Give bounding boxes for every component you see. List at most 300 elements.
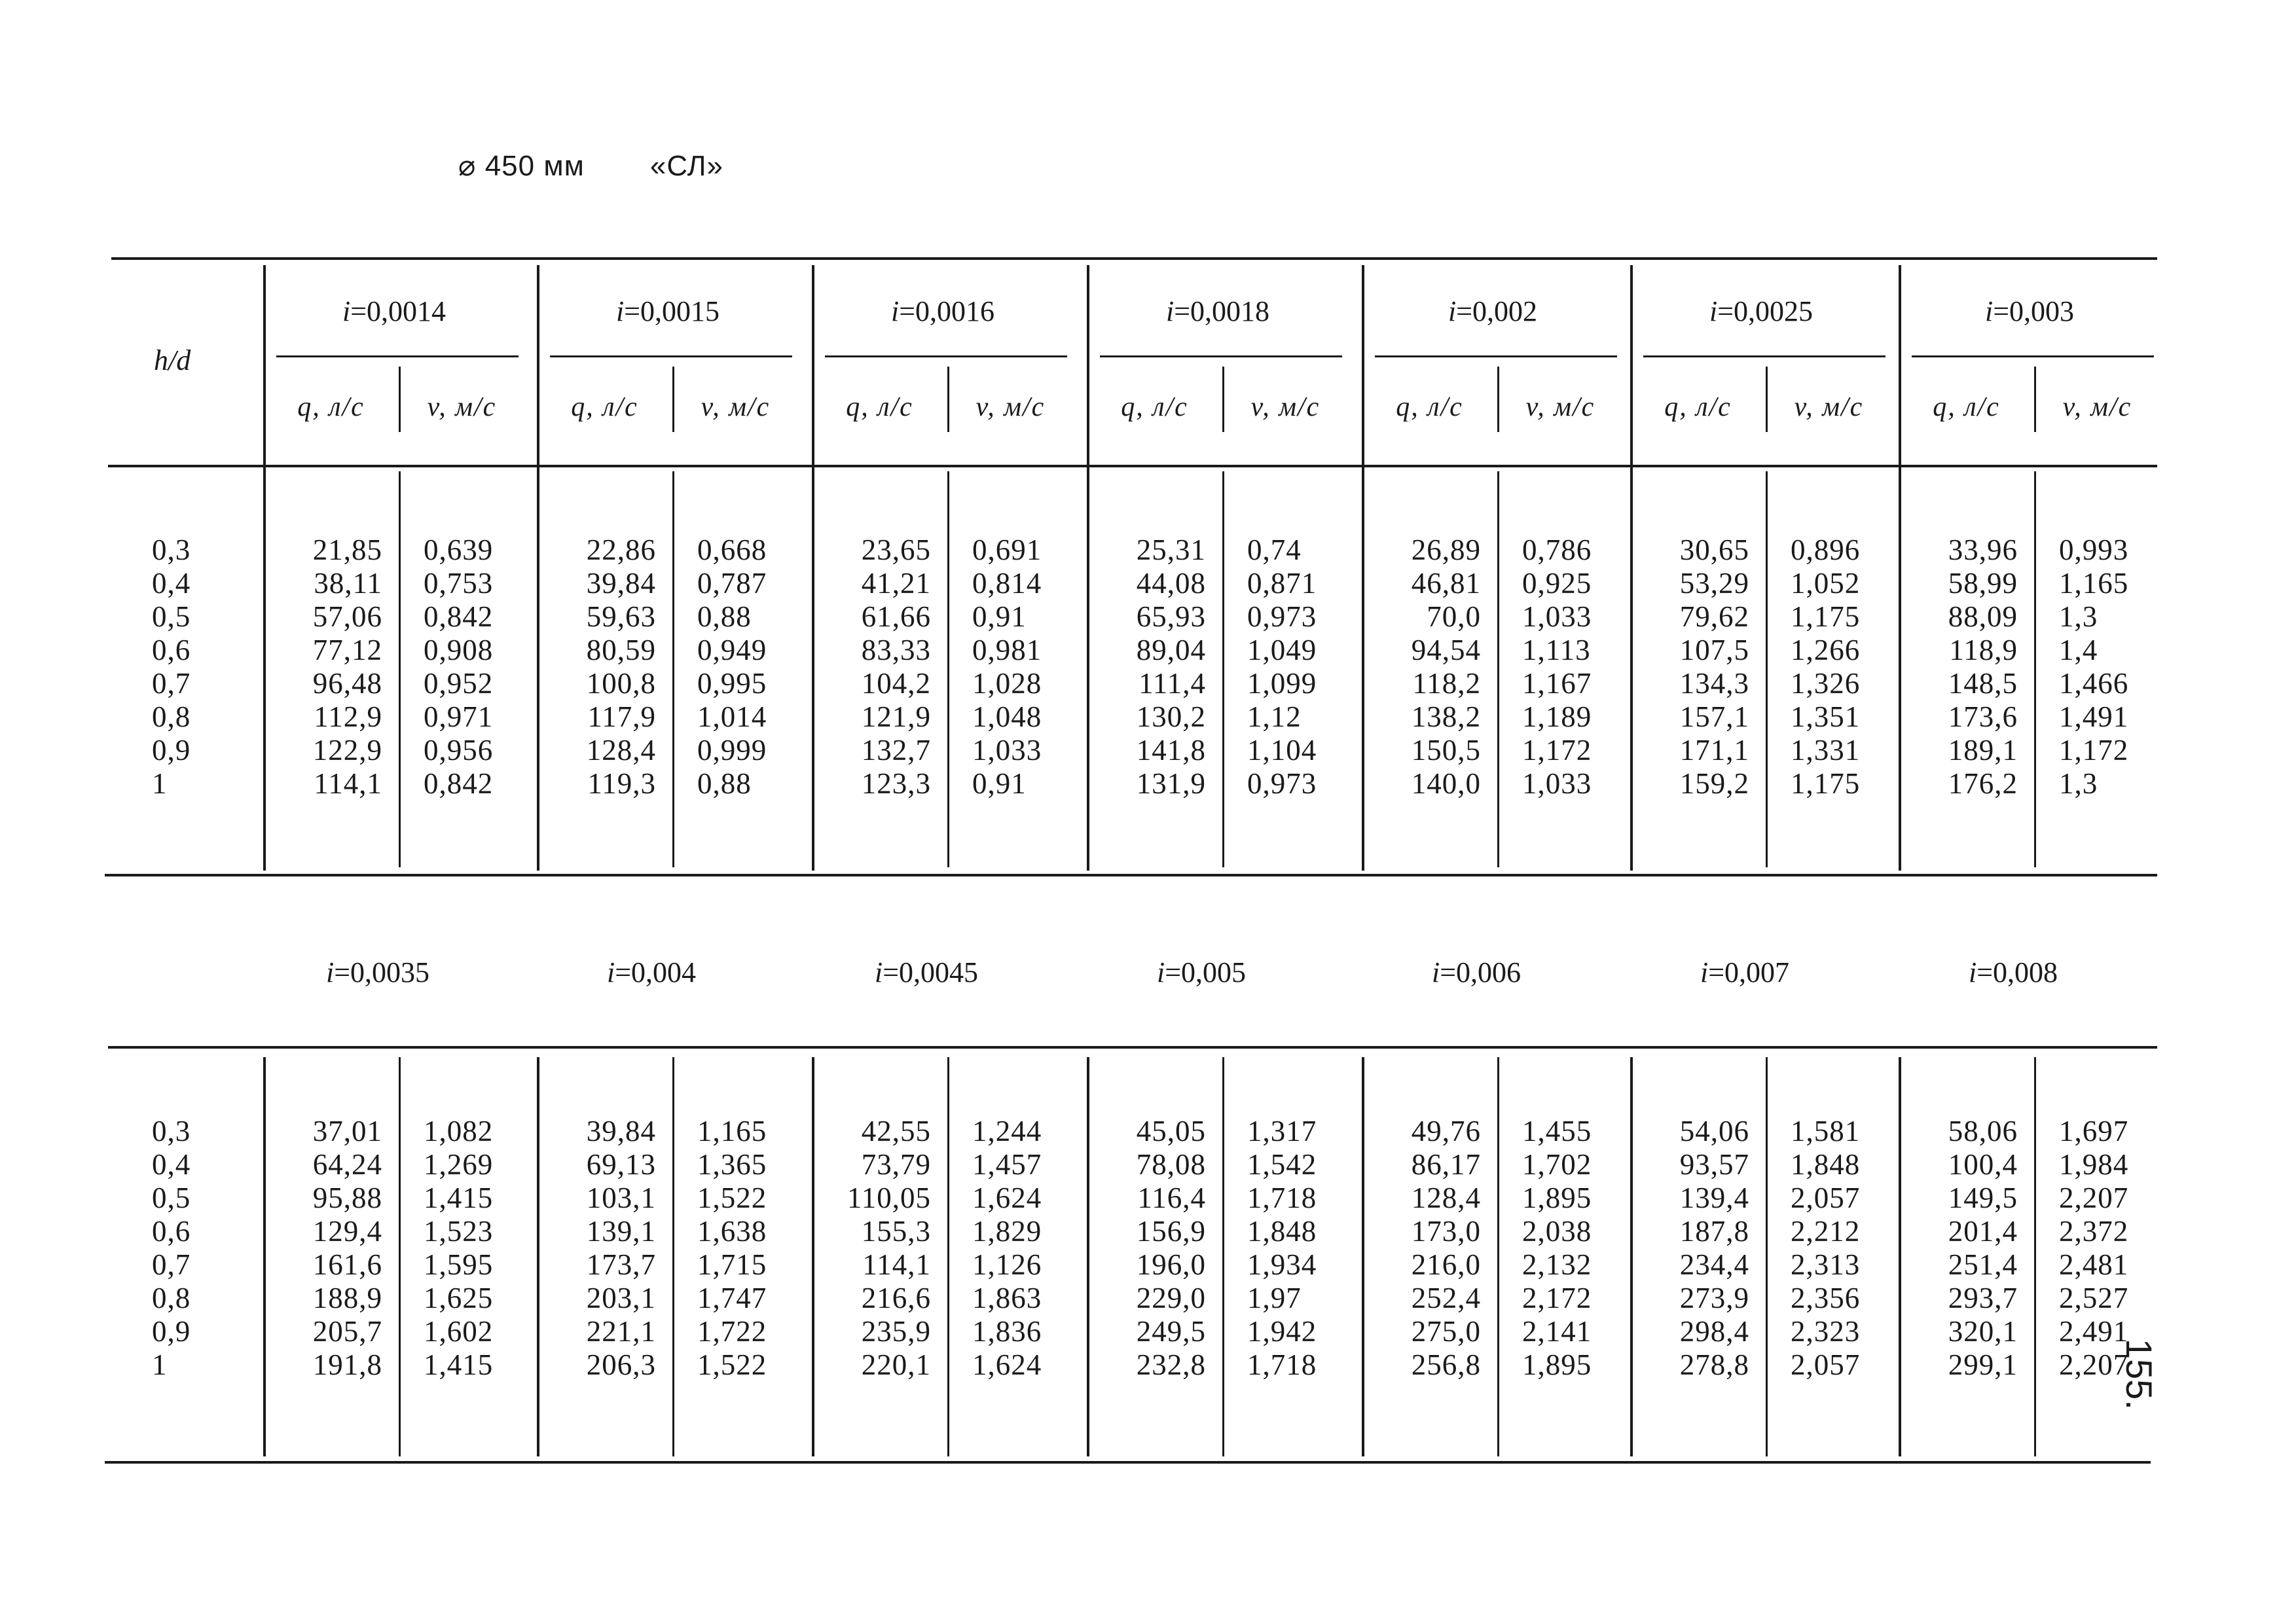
hd-value-cell: 0,4 — [152, 567, 191, 600]
v-value-cell: 2,491 — [2059, 1315, 2129, 1348]
table2-top-rule — [108, 1046, 2157, 1049]
q-value-cell: 111,4 — [1139, 667, 1206, 700]
q-value-cell: 196,0 — [1136, 1248, 1206, 1281]
q-column-header: q, л/с — [571, 392, 638, 422]
v-value-cell: 1,455 — [1522, 1115, 1592, 1147]
slope-header — [1342, 956, 1611, 989]
q-value-cell: 234,4 — [1679, 1248, 1749, 1281]
q-value-cell: 293,7 — [1948, 1282, 2018, 1314]
q-value-cell: 107,5 — [1679, 634, 1749, 666]
v-value-cell: 1,048 — [972, 700, 1042, 733]
slope-symbol: i — [615, 295, 625, 327]
slope-symbol: i — [1709, 295, 1718, 327]
slope-equals: = — [899, 295, 916, 327]
hd-value-cell: 0,3 — [152, 1115, 191, 1147]
slope-equals: = — [1174, 295, 1191, 327]
q-value-cell: 273,9 — [1679, 1282, 1749, 1314]
v-value-cell: 1,624 — [972, 1182, 1042, 1214]
q-value-cell: 77,12 — [312, 634, 382, 666]
slope-equals: = — [883, 956, 900, 988]
v-value-cell: 1,895 — [1522, 1182, 1592, 1214]
v-value-cell: 0,896 — [1791, 533, 1861, 566]
slope-value: 0,0045 — [899, 956, 979, 988]
v-value-cell: 1,522 — [697, 1348, 767, 1381]
diameter-label: ⌀ 450 мм — [458, 150, 585, 182]
slope-value: 0,0014 — [367, 295, 446, 327]
v-value-cell: 0,842 — [424, 600, 494, 633]
q-value-cell: 30,65 — [1679, 533, 1749, 566]
v-value-cell: 1,718 — [1247, 1182, 1317, 1214]
q-value-cell: 70,0 — [1427, 600, 1481, 633]
slope-equals: = — [334, 956, 351, 988]
q-value-cell: 58,99 — [1948, 567, 2018, 600]
v-value-cell: 1,104 — [1247, 734, 1317, 767]
v-value-cell: 1,266 — [1791, 634, 1861, 666]
table2-group-divider — [1087, 1057, 1089, 1456]
v-value-cell: 1,942 — [1247, 1315, 1317, 1348]
q-value-cell: 320,1 — [1948, 1315, 2018, 1348]
q-value-cell: 110,05 — [847, 1182, 931, 1214]
hd-value-cell: 1 — [152, 767, 168, 800]
v-value-cell: 0,973 — [1247, 600, 1317, 633]
slope-equals: = — [1717, 295, 1734, 327]
v-value-cell: 1,244 — [972, 1115, 1042, 1147]
q-value-cell: 173,0 — [1411, 1215, 1481, 1248]
q-value-cell: 157,1 — [1679, 700, 1749, 733]
v-value-cell: 1,165 — [697, 1115, 767, 1147]
v-value-cell: 0,949 — [697, 634, 767, 666]
q-column-header: q, л/с — [846, 392, 913, 422]
v-value-cell: 0,787 — [697, 567, 767, 600]
slope-value: 0,007 — [1724, 956, 1790, 988]
q-value-cell: 249,5 — [1136, 1315, 1206, 1348]
v-value-cell: 1,984 — [2059, 1148, 2129, 1181]
q-value-cell: 141,8 — [1136, 734, 1206, 767]
q-value-cell: 79,62 — [1679, 600, 1749, 633]
q-value-cell: 256,8 — [1411, 1348, 1481, 1381]
slope-header — [1611, 956, 1879, 989]
v-value-cell: 0,925 — [1522, 567, 1592, 600]
slope-value: 0,0016 — [915, 295, 995, 327]
v-value-cell: 0,753 — [424, 567, 494, 600]
v-value-cell: 1,466 — [2059, 667, 2129, 700]
v-value-cell: 1,722 — [697, 1315, 767, 1348]
slope-equals: = — [1456, 295, 1473, 327]
slope-header — [1879, 956, 2147, 989]
v-value-cell: 0,908 — [424, 634, 494, 666]
q-value-cell: 130,2 — [1136, 700, 1206, 733]
q-value-cell: 83,33 — [861, 634, 931, 666]
q-value-cell: 100,4 — [1948, 1148, 2018, 1181]
q-value-cell: 39,84 — [586, 567, 656, 600]
q-column-header: q, л/с — [1121, 392, 1188, 422]
v-value — [1247, 1115, 1358, 1382]
v-value-cell: 1,848 — [1791, 1148, 1861, 1181]
q-value-cell: 232,8 — [1136, 1348, 1206, 1381]
v-value-cell: 1,829 — [972, 1215, 1042, 1248]
q-value-cell: 221,1 — [586, 1315, 656, 1348]
slope-value: 0,0035 — [350, 956, 430, 988]
v-value-cell: 1,052 — [1791, 567, 1861, 600]
hd-value-cell: 0,5 — [152, 600, 191, 633]
q-value-cell: 161,6 — [312, 1248, 382, 1281]
v-value-cell: 1,172 — [2059, 734, 2129, 767]
hd-value-cell: 0,9 — [152, 734, 191, 767]
v-value-cell: 1,175 — [1791, 767, 1861, 800]
slope-value: 0,002 — [1472, 295, 1538, 327]
table2-qv-divider — [1222, 1057, 1224, 1456]
q-value-cell: 95,88 — [312, 1182, 382, 1214]
q-value-cell: 54,06 — [1679, 1115, 1749, 1147]
q-value-cell: 188,9 — [312, 1282, 382, 1314]
v-value-cell: 1,165 — [2059, 567, 2129, 600]
table2-qv-divider — [1497, 1057, 1499, 1456]
v-value-cell: 1,625 — [424, 1282, 494, 1314]
q-value-cell: 61,66 — [861, 600, 931, 633]
q-value-cell: 112,9 — [314, 700, 382, 733]
v-value — [972, 1115, 1084, 1382]
q-value-cell: 299,1 — [1948, 1348, 2018, 1381]
table2-qv-divider — [947, 1057, 949, 1456]
slope-value: 0,003 — [2009, 295, 2075, 327]
slope-equals: = — [1708, 956, 1725, 988]
v-value-cell: 0,952 — [424, 667, 494, 700]
q-value-cell: 59,63 — [586, 600, 656, 633]
v-value-cell: 2,481 — [2059, 1248, 2129, 1281]
q-value-cell: 69,13 — [586, 1148, 656, 1181]
slope-equals: = — [350, 295, 367, 327]
v-value-cell: 1,415 — [424, 1182, 494, 1214]
v-column-header: v, м/с — [2062, 392, 2132, 422]
hd-value-cell: 0,3 — [152, 533, 191, 566]
q-value-cell: 118,9 — [1949, 634, 2018, 666]
v-value-cell: 2,323 — [1791, 1315, 1861, 1348]
q-value-cell: 251,4 — [1948, 1248, 2018, 1281]
q-value-cell: 298,4 — [1679, 1315, 1749, 1348]
v-value-cell: 0,973 — [1247, 767, 1317, 800]
slope-value: 0,006 — [1456, 956, 1522, 988]
v-value-cell: 1,702 — [1522, 1148, 1592, 1181]
slope-symbol: i — [606, 956, 615, 988]
slope-equals: = — [1977, 956, 1994, 988]
q-value-cell: 140,0 — [1411, 767, 1481, 800]
v-value-cell: 0,786 — [1522, 533, 1592, 566]
q-value-cell: 156,9 — [1136, 1215, 1206, 1248]
q-value-cell: 88,09 — [1948, 600, 2018, 633]
v-value-cell: 1,269 — [424, 1148, 494, 1181]
hd-value-cell: 0,8 — [152, 700, 191, 733]
v-value-cell: 1,317 — [1247, 1115, 1317, 1147]
v-value-cell: 1,415 — [424, 1348, 494, 1381]
v-value-cell: 1,175 — [1791, 600, 1861, 633]
slope-equals: = — [624, 295, 641, 327]
slope-symbol: i — [890, 295, 900, 327]
v-value-cell: 2,132 — [1522, 1248, 1592, 1281]
q-value-cell: 216,6 — [861, 1282, 931, 1314]
q-value-cell: 148,5 — [1948, 667, 2018, 700]
q-column-header: q, л/с — [1396, 392, 1463, 422]
v-column-header: v, м/с — [701, 392, 771, 422]
q-value — [270, 1115, 382, 1382]
q-value-cell: 131,9 — [1136, 767, 1206, 800]
v-value-cell: 0,814 — [972, 567, 1042, 600]
v-value-cell: 0,91 — [972, 767, 1027, 800]
v-value — [1791, 1115, 1902, 1382]
v-value-cell: 0,871 — [1247, 567, 1317, 600]
q-value-cell: 80,59 — [586, 634, 656, 666]
q-value-cell: 205,7 — [312, 1315, 382, 1348]
q-value-cell: 100,8 — [586, 667, 656, 700]
q-value-cell: 96,48 — [312, 667, 382, 700]
q-value-cell: 121,9 — [861, 700, 931, 733]
slope-symbol: i — [342, 295, 351, 327]
table2-qv-divider — [399, 1057, 401, 1456]
v-value-cell: 1,457 — [972, 1148, 1042, 1181]
q-value-cell: 150,5 — [1411, 734, 1481, 767]
v-value-cell: 1,522 — [697, 1182, 767, 1214]
hd-value-cell: 0,7 — [152, 667, 191, 700]
v-value-cell: 0,668 — [697, 533, 767, 566]
v-value-cell: 1,3 — [2059, 600, 2098, 633]
v-value-cell: 0,971 — [424, 700, 494, 733]
v-value-cell: 1,595 — [424, 1248, 494, 1281]
v-value-cell: 1,365 — [697, 1148, 767, 1181]
q-value-cell: 122,9 — [312, 734, 382, 767]
q-value-cell: 128,4 — [586, 734, 656, 767]
v-value-cell: 1,491 — [2059, 700, 2129, 733]
q-value-cell: 46,81 — [1411, 567, 1481, 600]
v-value-cell: 1,718 — [1247, 1348, 1317, 1381]
slope-symbol: i — [1165, 295, 1175, 327]
v-value-cell: 2,527 — [2059, 1282, 2129, 1314]
q-value-cell: 220,1 — [861, 1348, 931, 1381]
q-value-cell: 103,1 — [586, 1182, 656, 1214]
table2-bottom-rule — [105, 1461, 2151, 1464]
q-value-cell: 176,2 — [1948, 767, 2018, 800]
page-number: 155. — [2119, 1339, 2160, 1410]
q-value-cell: 191,8 — [312, 1348, 382, 1381]
v-column-header: v, м/с — [1794, 392, 1864, 422]
v-value-cell: 2,313 — [1791, 1248, 1861, 1281]
v-value-cell: 0,956 — [424, 734, 494, 767]
slope-header — [1067, 956, 1336, 989]
v-column-header: v, м/с — [427, 392, 497, 422]
q-value — [818, 1115, 931, 1382]
q-value-cell: 114,1 — [862, 1248, 931, 1281]
v-value-cell: 0,995 — [697, 667, 767, 700]
q-value — [1905, 1115, 2018, 1382]
v-value-cell: 1,747 — [697, 1282, 767, 1314]
hd-value-cell: 0,6 — [152, 634, 191, 666]
v-value — [424, 1115, 535, 1382]
v-value-cell: 2,172 — [1522, 1282, 1592, 1314]
slope-value: 0,004 — [631, 956, 697, 988]
v-value — [1522, 1115, 1633, 1382]
q-value-cell: 116,4 — [1137, 1182, 1206, 1214]
slope-header — [244, 956, 512, 989]
q-value-cell: 33,96 — [1948, 533, 2018, 566]
q-value-cell: 134,3 — [1679, 667, 1749, 700]
q-value-cell: 53,29 — [1679, 567, 1749, 600]
v-value — [697, 1115, 809, 1382]
slope-symbol: i — [874, 956, 883, 988]
q-value-cell: 149,5 — [1948, 1182, 2018, 1214]
q-value-cell: 104,2 — [861, 667, 931, 700]
v-column-header: v, м/с — [975, 392, 1046, 422]
q-value-cell: 57,06 — [312, 600, 382, 633]
q-value-cell: 41,21 — [861, 567, 931, 600]
q-value — [1368, 1115, 1481, 1382]
q-value-cell: 39,84 — [586, 1115, 656, 1147]
v-value-cell: 0,981 — [972, 634, 1042, 666]
v-value-cell: 0,88 — [697, 600, 752, 633]
v-value-cell: 1,082 — [424, 1115, 494, 1147]
v-value-cell: 1,4 — [2059, 634, 2098, 666]
slope-header — [792, 956, 1061, 989]
v-value-cell: 0,999 — [697, 734, 767, 767]
hd-value-cell: 0,4 — [152, 1148, 191, 1181]
v-value-cell: 1,97 — [1247, 1282, 1302, 1314]
slope-symbol: i — [1448, 295, 1457, 327]
slope-symbol: i — [1431, 956, 1440, 988]
q-value-cell: 45,05 — [1136, 1115, 1206, 1147]
hd-value-cell: 0,6 — [152, 1215, 191, 1248]
hd-value-cell: 0,5 — [152, 1182, 191, 1214]
hd-value-cell: 0,9 — [152, 1315, 191, 1348]
v-value-cell: 1,863 — [972, 1282, 1042, 1314]
q-value-cell: 138,2 — [1411, 700, 1481, 733]
q-value-cell: 275,0 — [1411, 1315, 1481, 1348]
table2-qv-divider — [672, 1057, 674, 1456]
v-value-cell: 1,715 — [697, 1248, 767, 1281]
v-value-cell: 1,113 — [1522, 634, 1591, 666]
v-value-cell: 0,91 — [972, 600, 1027, 633]
q-value — [543, 1115, 656, 1382]
v-value-cell: 2,038 — [1522, 1215, 1592, 1248]
q-column-header: q, л/с — [1933, 392, 2000, 422]
hd-header: h/d — [154, 344, 191, 376]
q-value-cell: 26,89 — [1411, 533, 1481, 566]
q-value-cell: 78,08 — [1136, 1148, 1206, 1181]
q-value-cell: 173,7 — [586, 1248, 656, 1281]
v-value-cell: 1,033 — [1522, 767, 1592, 800]
q-value-cell: 119,3 — [587, 767, 656, 800]
v-value-cell: 2,057 — [1791, 1182, 1861, 1214]
q-value-cell: 203,1 — [586, 1282, 656, 1314]
q-value-cell: 65,93 — [1136, 600, 1206, 633]
q-value-cell: 171,1 — [1679, 734, 1749, 767]
q-value-cell: 49,76 — [1411, 1115, 1481, 1147]
q-value-cell: 117,9 — [587, 700, 656, 733]
q-value-cell: 118,2 — [1412, 667, 1481, 700]
q-value-cell: 189,1 — [1948, 734, 2018, 767]
q-value-cell: 93,57 — [1679, 1148, 1749, 1181]
q-value-cell: 128,4 — [1411, 1182, 1481, 1214]
q-value-cell: 86,17 — [1411, 1148, 1481, 1181]
slope-equals: = — [1440, 956, 1457, 988]
v-value-cell: 2,141 — [1522, 1315, 1592, 1348]
q-value-cell: 89,04 — [1136, 634, 1206, 666]
v-value-cell: 1,638 — [697, 1215, 767, 1248]
v-value-cell: 1,351 — [1791, 700, 1861, 733]
q-value-cell: 42,55 — [861, 1115, 931, 1147]
v-value-cell: 1,331 — [1791, 734, 1861, 767]
table2-group-divider — [1630, 1057, 1633, 1456]
slope-value: 0,005 — [1181, 956, 1247, 988]
v-value-cell: 2,372 — [2059, 1215, 2129, 1248]
v-value-cell: 1,033 — [972, 734, 1042, 767]
v-value-cell: 1,836 — [972, 1315, 1042, 1348]
v-value-cell: 0,88 — [697, 767, 752, 800]
q-value-cell: 129,4 — [312, 1215, 382, 1248]
v-value-cell: 1,326 — [1791, 667, 1861, 700]
v-value-cell: 1,895 — [1522, 1348, 1592, 1381]
q-value-cell: 139,4 — [1679, 1182, 1749, 1214]
slope-equals: = — [615, 956, 632, 988]
table2-group-divider — [1899, 1057, 1901, 1456]
v-value-cell: 1,189 — [1522, 700, 1592, 733]
table2-group-divider — [537, 1057, 539, 1456]
q-value-cell: 159,2 — [1679, 767, 1749, 800]
v-column-header: v, м/с — [1250, 392, 1321, 422]
q-value-cell: 229,0 — [1136, 1282, 1206, 1314]
hd-value-cell: 0,7 — [152, 1248, 191, 1281]
table2-group-divider — [1362, 1057, 1364, 1456]
q-value-cell: 216,0 — [1411, 1248, 1481, 1281]
q-value-cell: 73,79 — [861, 1148, 931, 1181]
slope-value: 0,0018 — [1190, 295, 1270, 327]
q-value-cell: 44,08 — [1136, 567, 1206, 600]
slope-equals: = — [1165, 956, 1182, 988]
slope-symbol: i — [325, 956, 335, 988]
q-value-cell: 201,4 — [1948, 1215, 2018, 1248]
hd-value — [152, 1115, 230, 1382]
q-value-cell: 139,1 — [586, 1215, 656, 1248]
q-column-header: q, л/с — [1664, 392, 1732, 422]
q-value-cell: 25,31 — [1136, 533, 1206, 566]
v-value-cell: 1,602 — [424, 1315, 494, 1348]
v-value-cell: 0,691 — [972, 533, 1042, 566]
slope-symbol: i — [1700, 956, 1709, 988]
q-value-cell: 252,4 — [1411, 1282, 1481, 1314]
v-value-cell: 1,033 — [1522, 600, 1592, 633]
q-value-cell: 114,1 — [314, 767, 382, 800]
v-value-cell: 0,993 — [2059, 533, 2129, 566]
q-value-cell: 58,06 — [1948, 1115, 2018, 1147]
q-value-cell: 278,8 — [1679, 1348, 1749, 1381]
q-value — [1093, 1115, 1206, 1382]
slope-symbol: i — [1156, 956, 1165, 988]
v-value-cell: 1,581 — [1791, 1115, 1861, 1147]
q-value-cell: 123,3 — [861, 767, 931, 800]
slope-symbol: i — [1968, 956, 1977, 988]
slope-header — [517, 956, 786, 989]
v-value-cell: 2,212 — [1791, 1215, 1861, 1248]
q-value-cell: 22,86 — [586, 533, 656, 566]
q-value-cell: 235,9 — [861, 1315, 931, 1348]
v-value-cell: 1,12 — [1247, 700, 1302, 733]
v-value-cell: 1,934 — [1247, 1248, 1317, 1281]
v-value-cell: 1,049 — [1247, 634, 1317, 666]
hd-value-cell: 0,8 — [152, 1282, 191, 1314]
v-value-cell: 0,74 — [1247, 533, 1302, 566]
v-value-cell: 1,848 — [1247, 1215, 1317, 1248]
q-value-cell: 37,01 — [312, 1115, 382, 1147]
v-value-cell: 1,697 — [2059, 1115, 2129, 1147]
v-value-cell: 2,207 — [2059, 1182, 2129, 1214]
q-column-header: q, л/с — [297, 392, 365, 422]
hd-value-cell: 1 — [152, 1348, 168, 1381]
